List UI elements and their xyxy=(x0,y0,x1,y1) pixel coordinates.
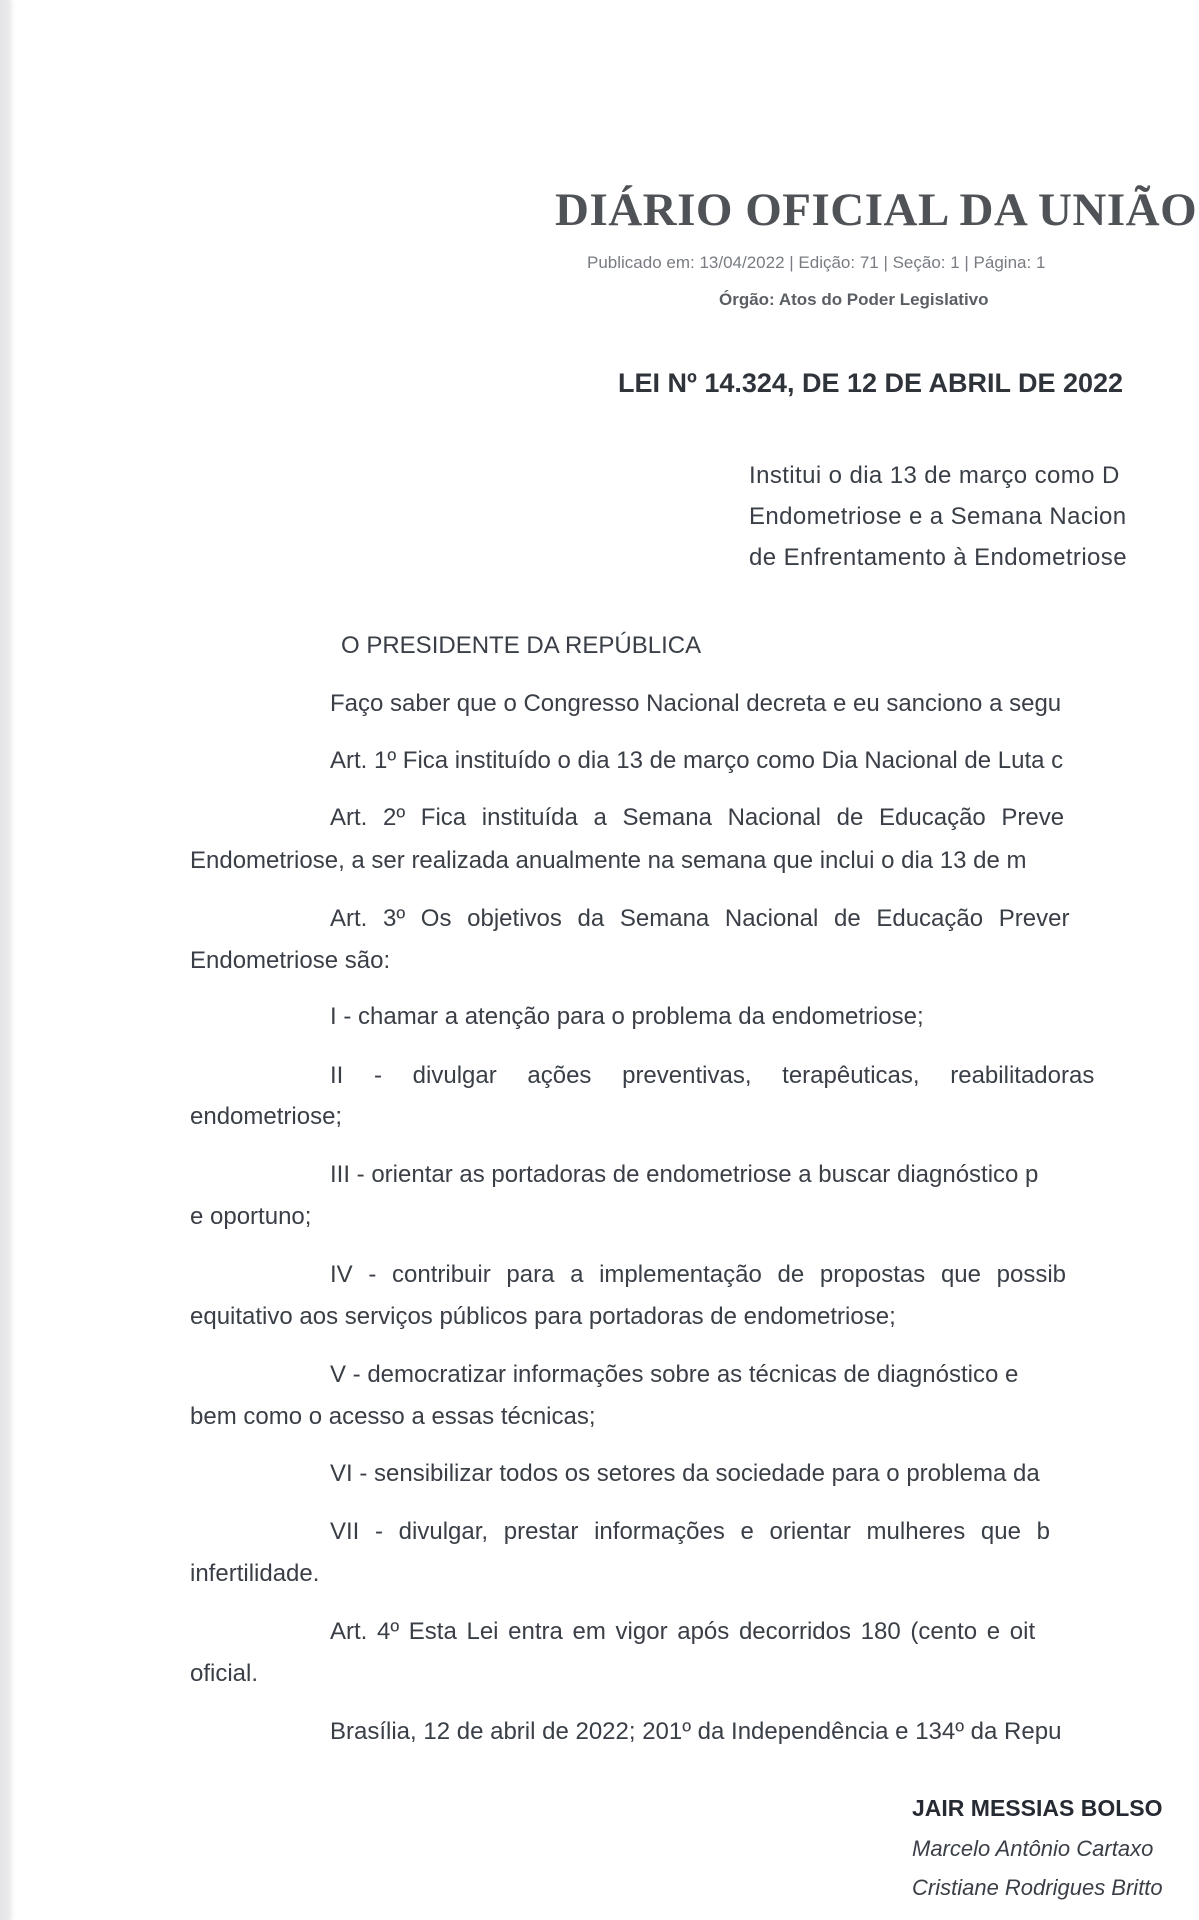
place-date: Brasília, 12 de abril de 2022; 201º da Independência e 134º da Repu xyxy=(330,1718,1062,1745)
article-2: Art. 2º Fica instituída a Semana Nacional de Educação Preve xyxy=(330,804,1065,831)
paragraph-enactment: Faço saber que o Congresso Nacional decreta e eu sanciono a segu xyxy=(330,690,1062,717)
law-heading: LEI Nº 14.324, DE 12 DE ABRIL DE 2022 xyxy=(618,368,1124,398)
article-1: Art. 1º Fica instituído o dia 13 de março como Dia Nacional de Luta c xyxy=(330,747,1064,774)
publication-meta: Publicado em: 13/04/2022 | Edição: 71 | Seção: 1 | Página: 1 xyxy=(587,253,1046,272)
page-left-edge xyxy=(0,0,10,1920)
signature-minister: Marcelo Antônio Cartaxo xyxy=(912,1836,1154,1861)
item-v-continued: bem como o acesso a essas técnicas; xyxy=(190,1403,596,1430)
article-4: Art. 4º Esta Lei entra em vigor após decorridos 180 (cento e oit xyxy=(330,1618,1036,1645)
item-vii-continued: infertilidade. xyxy=(190,1560,320,1587)
item-iii: III - orientar as portadoras de endometriose a buscar diagnóstico p xyxy=(330,1161,1039,1188)
ementa-line: Endometriose e a Semana Nacion xyxy=(749,503,1127,530)
item-vi: VI - sensibilizar todos os setores da sociedade para o problema da xyxy=(330,1460,1040,1487)
item-v: V - democratizar informações sobre as técnicas de diagnóstico e xyxy=(330,1361,1019,1388)
preamble: O PRESIDENTE DA REPÚBLICA xyxy=(341,632,702,659)
item-vii: VII - divulgar, prestar informações e orientar mulheres que b xyxy=(330,1518,1050,1545)
signature-president: JAIR MESSIAS BOLSO xyxy=(912,1795,1163,1821)
item-ii: II - divulgar ações preventivas, terapêuticas, reabilitadoras xyxy=(330,1062,1095,1089)
item-ii-continued: endometriose; xyxy=(190,1103,343,1130)
publication-title: DIÁRIO OFICIAL DA UNIÃO xyxy=(555,184,1198,236)
item-iv-continued: equitativo aos serviços públicos para portadoras de endometriose; xyxy=(190,1303,896,1330)
ementa-line: Institui o dia 13 de março como D xyxy=(749,462,1120,489)
article-2-continued: Endometriose, a ser realizada anualmente na semana que inclui o dia 13 de m xyxy=(190,847,1027,874)
ementa-line: de Enfrentamento à Endometriose xyxy=(749,544,1127,571)
article-3-continued: Endometriose são: xyxy=(190,947,391,974)
item-iii-continued: e oportuno; xyxy=(190,1203,312,1230)
publication-organ: Órgão: Atos do Poder Legislativo xyxy=(719,290,989,309)
article-4-continued: oficial. xyxy=(190,1660,259,1687)
signature-minister: Cristiane Rodrigues Britto xyxy=(912,1875,1163,1900)
item-i: I - chamar a atenção para o problema da endometriose; xyxy=(330,1003,924,1030)
item-iv: IV - contribuir para a implementação de propostas que possib xyxy=(330,1261,1067,1288)
article-3: Art. 3º Os objetivos da Semana Nacional de Educação Prever xyxy=(330,905,1070,932)
